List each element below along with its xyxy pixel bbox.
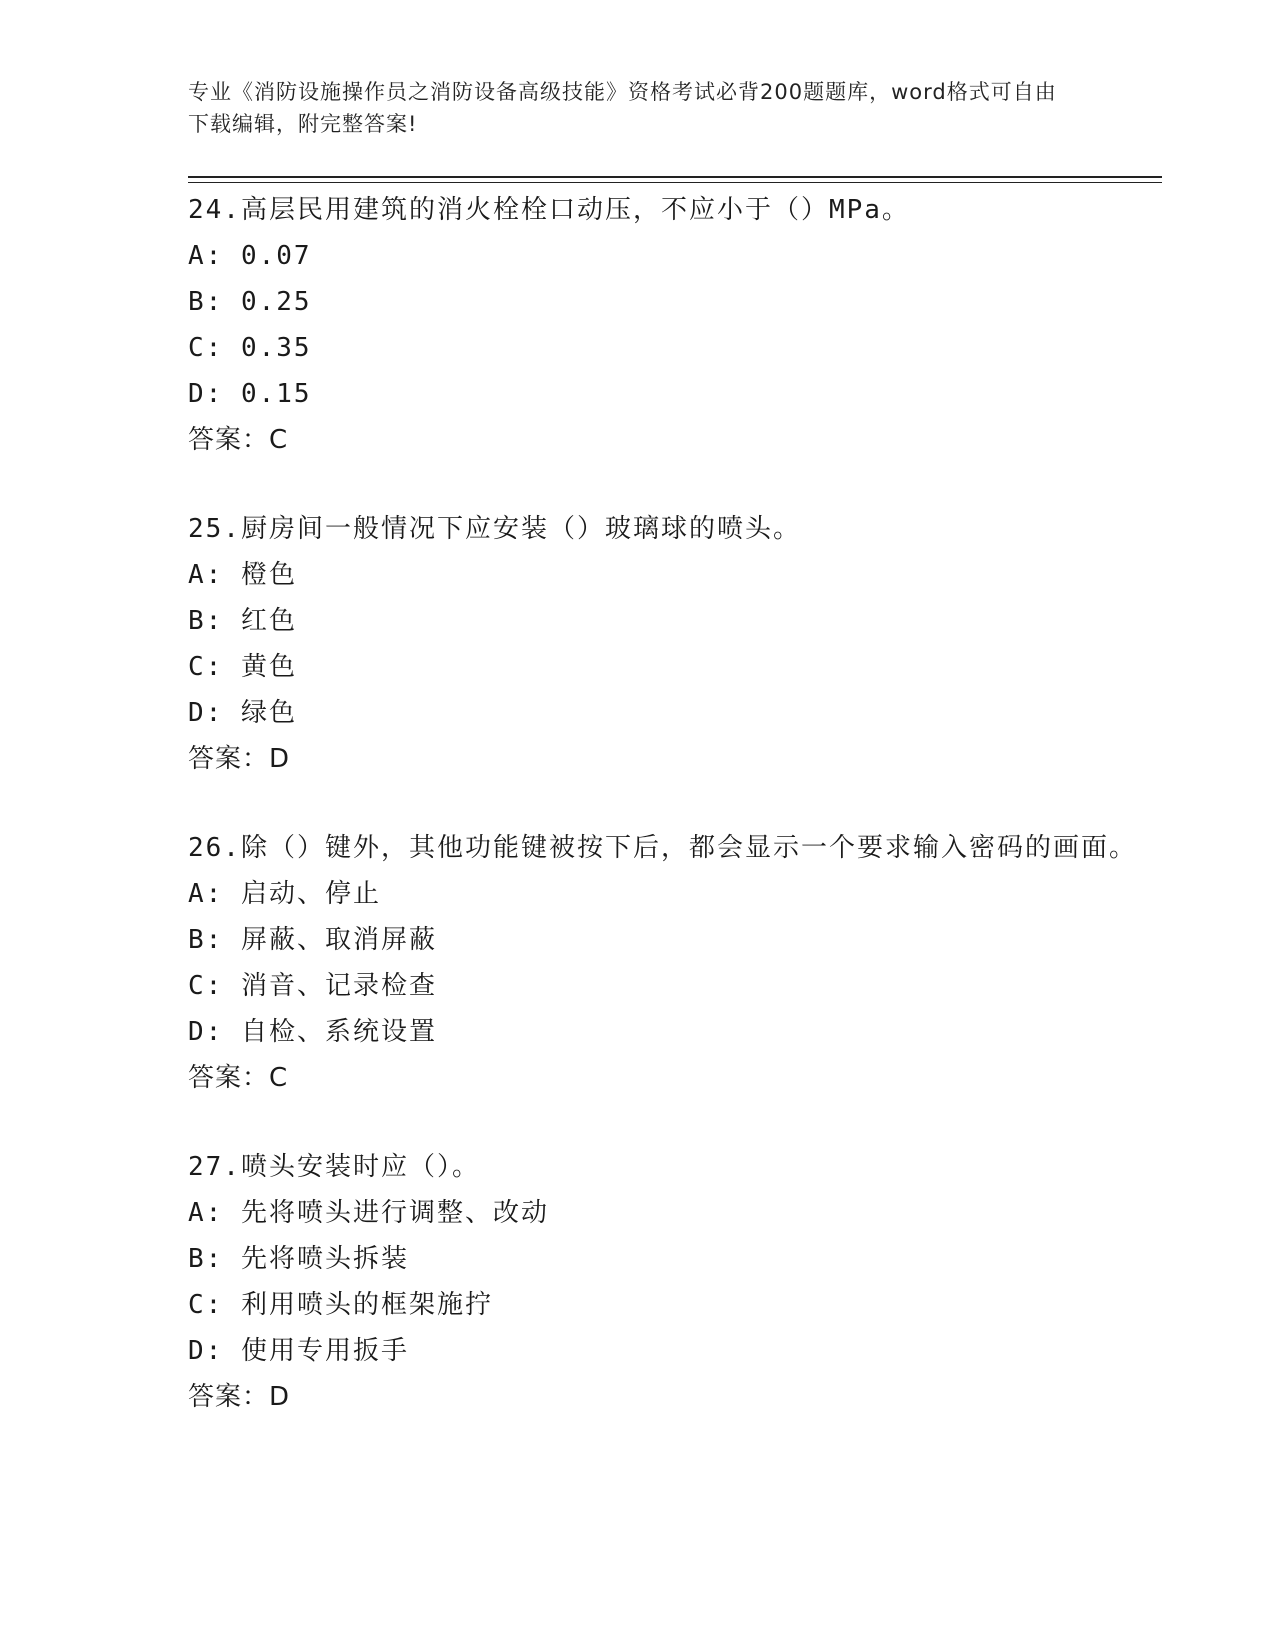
option-a: A: 启动、停止 bbox=[188, 879, 381, 909]
option-b: B: 屏蔽、取消屏蔽 bbox=[188, 925, 437, 955]
option-a: A: 橙色 bbox=[188, 560, 297, 590]
header-divider-bottom bbox=[188, 182, 1162, 183]
option-c: C: 消音、记录检查 bbox=[188, 971, 437, 1001]
option-c: C: 利用喷头的框架施拧 bbox=[188, 1290, 493, 1320]
question-stem: 25.厨房间一般情况下应安装（）玻璃球的喷头。 bbox=[188, 514, 801, 544]
option-d: D: 0.15 bbox=[188, 379, 312, 409]
answer: 答案：D bbox=[188, 1382, 291, 1412]
option-d: D: 使用专用扳手 bbox=[188, 1336, 409, 1366]
answer: 答案：C bbox=[188, 1063, 289, 1093]
question-27 bbox=[188, 1145, 1148, 1420]
option-c: C: 0.35 bbox=[188, 333, 312, 363]
question-stem: 26.除（）键外，其他功能键被按下后，都会显示一个要求输入密码的画面。 bbox=[188, 833, 1137, 863]
option-d: D: 绿色 bbox=[188, 698, 297, 728]
question-25 bbox=[188, 507, 1148, 782]
answer: 答案：D bbox=[188, 744, 291, 774]
document-header bbox=[188, 76, 1078, 140]
header-title: 专业《消防设施操作员之消防设备高级技能》资格考试必背200题题库，word格式可自由下载编辑，附完整答案! bbox=[188, 80, 1057, 136]
option-c: C: 黄色 bbox=[188, 652, 297, 682]
question-stem: 27.喷头安装时应（）。 bbox=[188, 1152, 480, 1182]
answer: 答案：C bbox=[188, 425, 289, 455]
question-stem: 24.高层民用建筑的消火栓栓口动压，不应小于（）MPa。 bbox=[188, 195, 910, 225]
option-a: A: 先将喷头进行调整、改动 bbox=[188, 1198, 549, 1228]
question-26 bbox=[188, 826, 1148, 1101]
option-b: B: 0.25 bbox=[188, 287, 312, 317]
header-divider-top bbox=[188, 176, 1162, 178]
option-b: B: 先将喷头拆装 bbox=[188, 1244, 409, 1274]
option-a: A: 0.07 bbox=[188, 241, 312, 271]
question-list bbox=[188, 188, 1148, 1464]
option-d: D: 自检、系统设置 bbox=[188, 1017, 437, 1047]
question-24 bbox=[188, 188, 1148, 463]
option-b: B: 红色 bbox=[188, 606, 297, 636]
